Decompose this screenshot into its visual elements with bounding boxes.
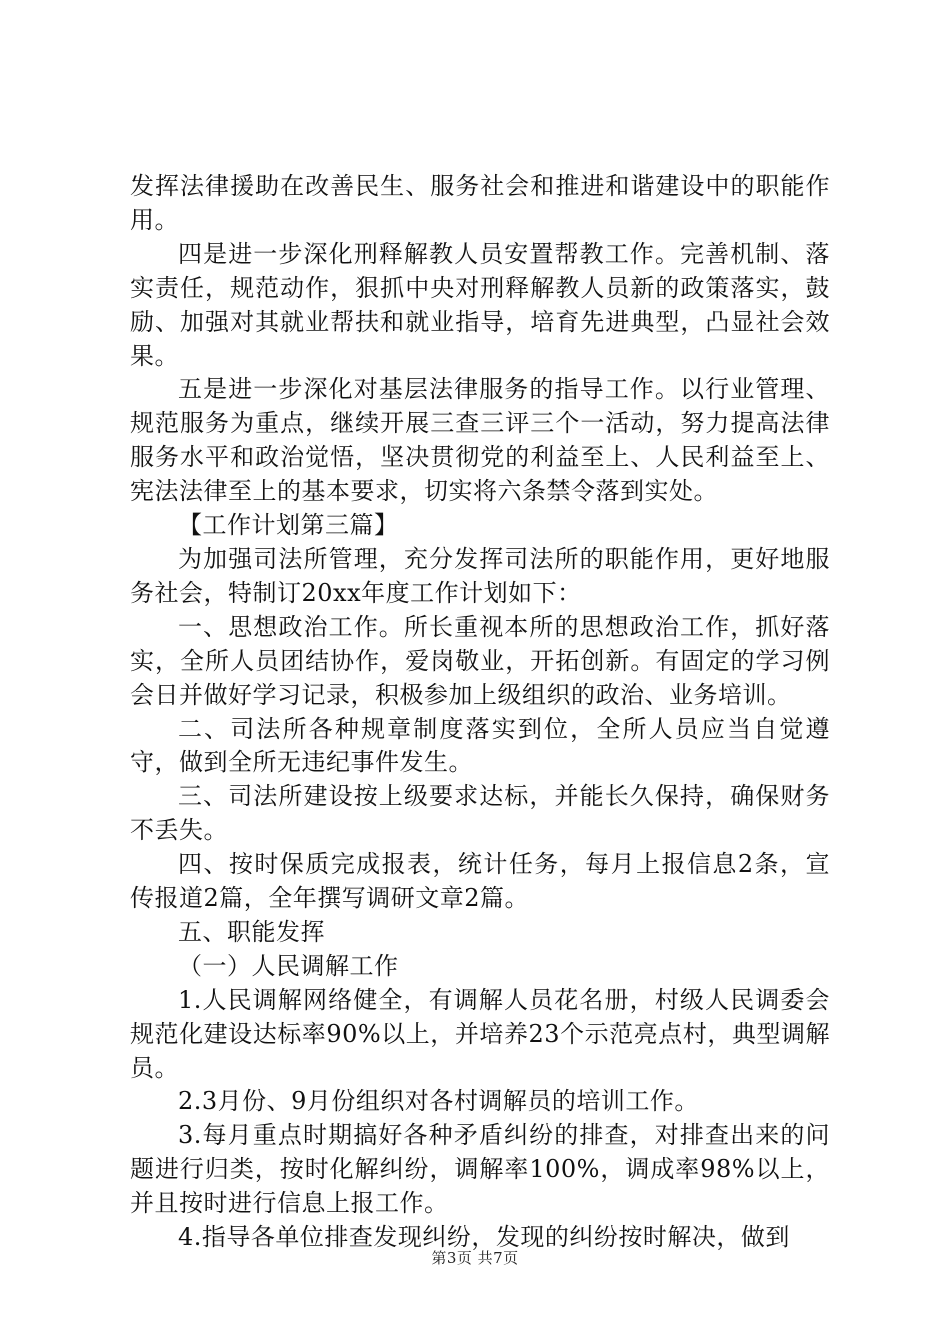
paragraph: 五是进一步深化对基层法律服务的指导工作。以行业管理、规范服务为重点，继续开展三查三评三个一活动，努力提高法律服务水平和政治觉悟，坚决贯彻党的利益至上、人民利益至上、宪法法律至上的基本要求，切实将六条禁令落到实处。 xyxy=(130,375,830,506)
list-item: 1.人民调解网络健全，有调解人员花名册，村级人民调委会规范化建设达标率90%以上，并培养23个示范亮点村，典型调解员。 xyxy=(130,985,830,1082)
paragraph: 一、思想政治工作。所长重视本所的思想政治工作，抓好落实，全所人员团结协作，爱岗敬业，开拓创新。有固定的学习例会日并做好学习记录，积极参加上级组织的政治、业务培训。 xyxy=(130,612,830,709)
subsection-heading: （一）人民调解工作 xyxy=(178,951,399,980)
list-item: 4.指导各单位排查发现纠纷，发现的纠纷按时解决，做到 xyxy=(178,1223,790,1252)
page-number-footer: 第3页 共7页 xyxy=(431,1249,519,1267)
section-heading: 【工作计划第三篇】 xyxy=(178,511,399,540)
subsection-heading: 五、职能发挥 xyxy=(178,917,325,946)
paragraph: 二、司法所各种规章制度落实到位，全所人员应当自觉遵守，做到全所无违纪事件发生。 xyxy=(130,714,830,777)
paragraph: 四、按时保质完成报表，统计任务，每月上报信息2条，宣传报道2篇，全年撰写调研文章2篇。 xyxy=(130,850,830,913)
list-item: 2.3月份、9月份组织对各村调解员的培训工作。 xyxy=(178,1087,699,1116)
paragraph: 四是进一步深化刑释解教人员安置帮教工作。完善机制、落实责任，规范动作，狠抓中央对刑释解教人员新的政策落实，鼓励、加强对其就业帮扶和就业指导，培育先进典型，凸显社会效果。 xyxy=(130,239,830,370)
paragraph: 为加强司法所管理，充分发挥司法所的职能作用，更好地服务社会，特制订20xx年度工作计划如下： xyxy=(130,544,830,607)
paragraph: 三、司法所建设按上级要求达标，并能长久保持，确保财务不丢失。 xyxy=(130,782,830,845)
paragraph: 发挥法律援助在改善民生、服务社会和推进和谐建设中的职能作用。 xyxy=(130,172,830,234)
list-item: 3.每月重点时期搞好各种矛盾纠纷的排查，对排查出来的问题进行归类，按时化解纠纷，调解率100%，调成率98%以上，并且按时进行信息上报工作。 xyxy=(130,1121,830,1218)
document-body xyxy=(130,170,830,1255)
